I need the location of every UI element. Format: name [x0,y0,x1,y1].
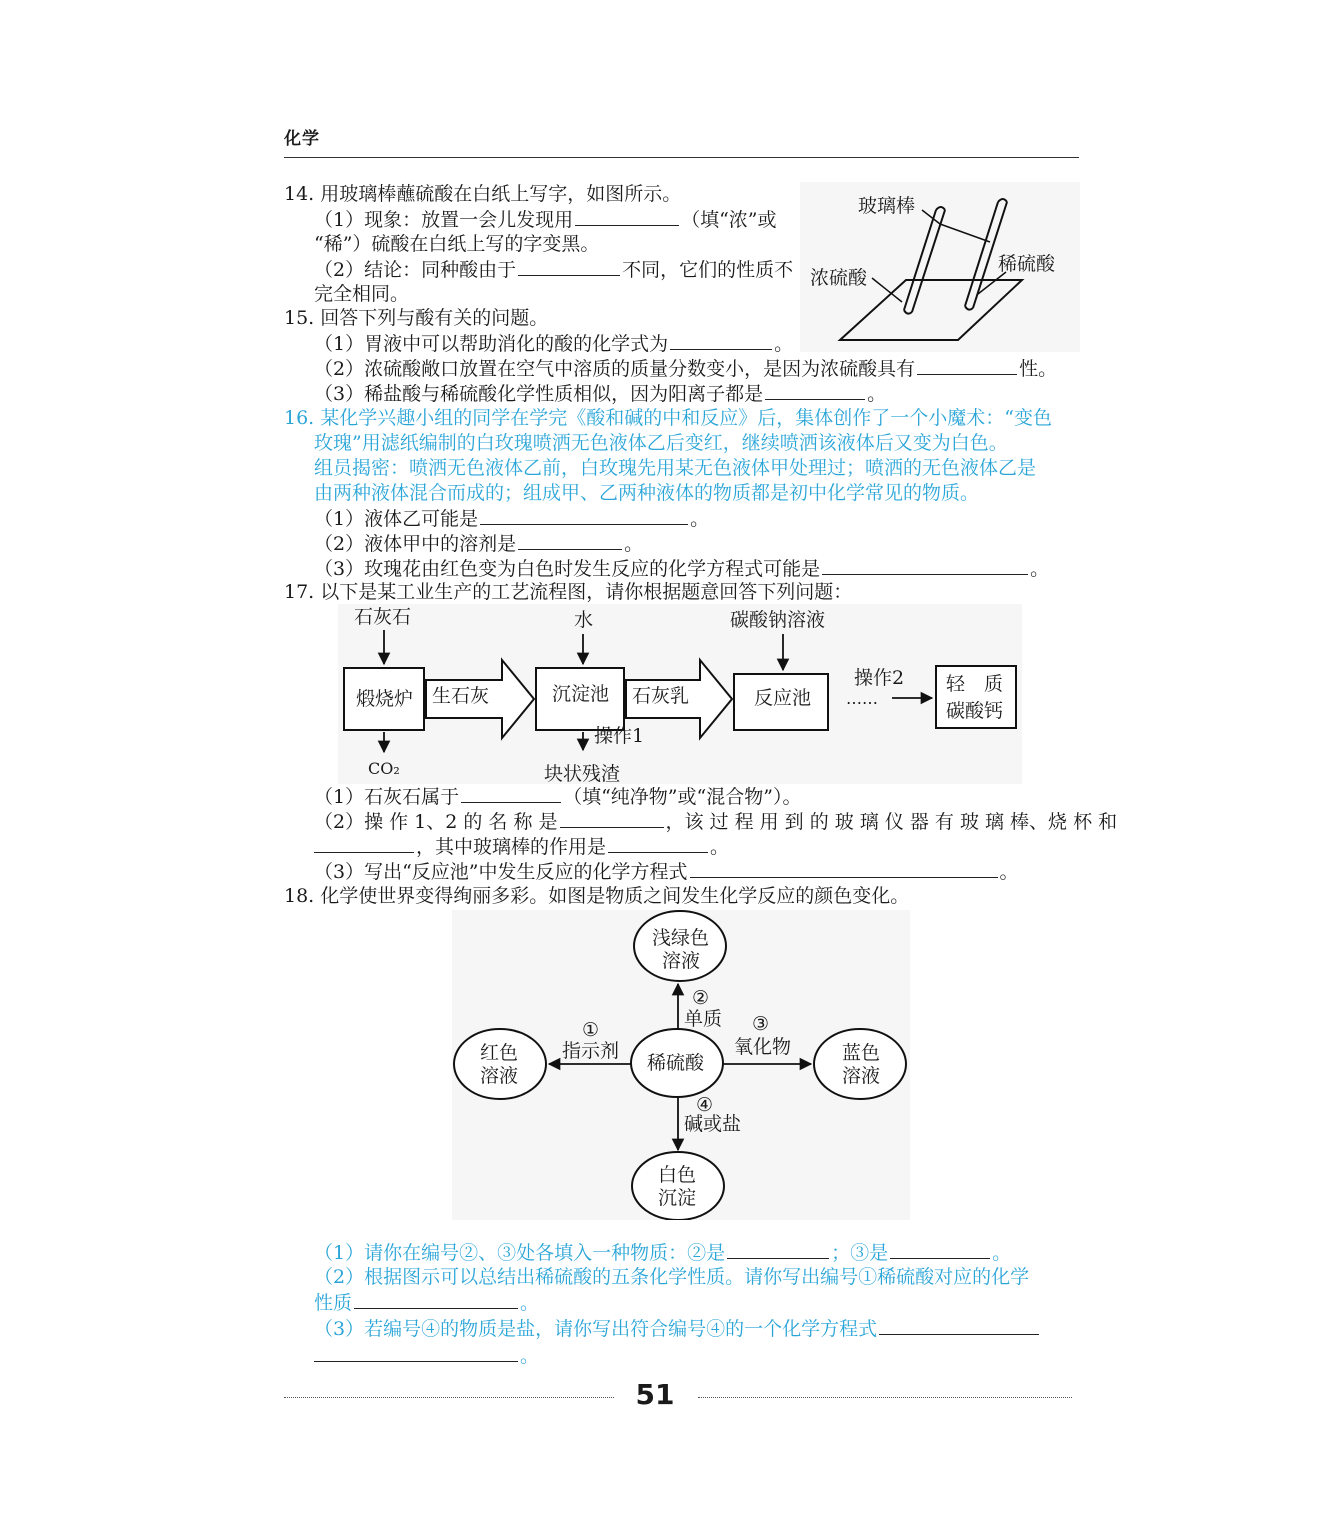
subject-title: 化学 [284,129,320,149]
answer-blank[interactable] [890,1240,990,1259]
header-rule [284,157,1079,158]
label-dilute-acid: 稀硫酸 [998,253,1056,275]
label-concentrated-acid: 浓硫酸 [810,267,868,289]
box4-line1: 轻 质 [946,673,1004,695]
q16-part1: （1）液体乙可能是 。 [314,508,710,530]
q16-line2: 玫瑰”用滤纸编制的白玫瑰喷洒无色液体乙后变红，继续喷洒该液体后又变为白色。 [314,432,1008,454]
q16-part3: （3）玫瑰花由红色变为白色时发生反应的化学方程式可能是 。 [314,558,1050,580]
operation1-label: 操作1 [594,725,645,747]
q17-part2-cont: ，其中玻璃棒的作用是 。 [314,834,729,860]
flow-dots: …… [846,689,878,708]
svg-text:①: ① [582,1019,600,1041]
box-reaction-label: 反应池 [754,687,812,709]
q15-stem: 15. 回答下列与酸有关的问题。 [284,307,549,329]
label-indicator: 指示剂 [562,1040,620,1062]
svg-text:浅绿色: 浅绿色 [652,927,710,949]
glass-rod-figure [800,182,1080,352]
q17-flowchart [338,604,1022,784]
svg-text:红色: 红色 [480,1042,519,1064]
arrow-limemilk-label: 石灰乳 [632,685,690,707]
answer-blank[interactable] [314,834,414,853]
answer-blank[interactable] [765,381,865,400]
svg-text:溶液: 溶液 [842,1065,881,1087]
svg-text:溶液: 溶液 [662,950,701,972]
center-label: 稀硫酸 [647,1052,705,1074]
box4-line2: 碳酸钙 [946,700,1004,722]
process-flow-diagram [338,604,1022,784]
q17-part1: （1）石灰石属于 （填“纯净物”或“混合物”）。 [314,786,802,808]
q14-part2: （2）结论：同种酸由于 不同，它们的性质不 [314,259,794,281]
svg-text:②: ② [692,987,710,1009]
answer-blank[interactable] [480,506,688,525]
operation2-label: 操作2 [854,667,905,689]
q14-part2-cont: 完全相同。 [314,283,410,305]
q17-part3: （3）写出“反应池”中发生反应的化学方程式 。 [314,861,1019,883]
q17-stem: 17. 以下是某工业生产的工艺流程图，请你根据题意回答下列问题： [284,581,853,603]
input-limestone: 石灰石 [354,606,412,628]
svg-text:溶液: 溶液 [480,1065,519,1087]
answer-blank[interactable] [690,859,998,878]
q18-part2: （2）根据图示可以总结出稀硫酸的五条化学性质。请你写出编号①稀硫酸对应的化学 [314,1266,1030,1288]
paper-sheet [840,280,1022,340]
q16-line1: 16. 某化学兴趣小组的同学在学完《酸和碱的中和反应》后，集体创作了一个小魔术：“变色 [284,407,1052,429]
page-number: 51 [635,1378,675,1411]
output-co2: CO₂ [368,759,400,778]
answer-blank[interactable] [461,784,561,803]
q15-part2: （2）浓硫酸敞口放置在空气中溶质的质量分数变小，是因为浓硫酸具有 性。 [314,358,1058,380]
output-residue: 块状残渣 [544,763,621,784]
q14-figure [800,182,1080,352]
answer-blank[interactable] [670,331,772,350]
label-oxide: 氧化物 [734,1036,792,1058]
svg-text:蓝色: 蓝色 [842,1042,881,1064]
q18-part1: （1）请你在编号②、③处各填入一种物质：②是 ；③是 。 [314,1242,1012,1264]
q16-part2: （2）液体甲中的溶剂是 。 [314,533,644,555]
svg-text:沉淀: 沉淀 [658,1187,697,1209]
q18-stem: 18. 化学使世界变得绚丽多彩。如图是物质之间发生化学反应的颜色变化。 [284,885,910,907]
answer-blank[interactable] [518,531,622,550]
answer-blank[interactable] [727,1240,829,1259]
answer-blank[interactable] [354,1290,518,1309]
answer-blank[interactable] [518,257,620,276]
q18-part2-cont: 性质 。 [314,1292,540,1314]
arrow-quicklime-label: 生石灰 [432,685,490,707]
footer-dotted-line-left [284,1397,614,1398]
q14-part1-cont: “稀”）硫酸在白纸上写的字变黑。 [314,233,600,255]
box-sedimentation-label: 沉淀池 [552,683,610,705]
q14-stem: 14. 用玻璃棒蘸硫酸在白纸上写字，如图所示。 [284,183,682,205]
label-glass-rod: 玻璃棒 [858,195,916,217]
node-red-solution [454,1029,546,1099]
q18-diagram [452,910,910,1220]
box-calciner-label: 煅烧炉 [356,688,414,710]
svg-text:③: ③ [752,1013,770,1035]
q18-part3-cont: 。 [314,1343,539,1369]
q14-part1: （1）现象：放置一会儿发现用 （填“浓”或 [314,209,777,231]
q18-part3: （3）若编号④的物质是盐，请你写出符合编号④的一个化学方程式 [314,1316,1041,1342]
q17-part2: （2）操 作 1、2 的 名 称 是 ，该 过 程 用 到 的 玻 璃 仪 器 有 玻 璃 棒、烧 杯 和 [314,811,1118,833]
svg-text:白色: 白色 [658,1164,697,1186]
answer-blank[interactable] [314,1343,518,1362]
answer-blank[interactable] [560,809,664,828]
footer-dotted-line-right [698,1397,1072,1398]
q15-part1: （1）胃液中可以帮助消化的酸的化学式为 。 [314,333,794,355]
reaction-color-diagram [452,910,910,1220]
q16-line4: 由两种液体混合而成的；组成甲、乙两种液体的物质都是初中化学常见的物质。 [314,482,980,504]
answer-blank[interactable] [608,834,708,853]
answer-blank[interactable] [879,1316,1039,1335]
input-sodium-carbonate: 碳酸钠溶液 [730,609,826,631]
q16-line3: 组员揭密：喷洒无色液体乙前，白玫瑰先用某无色液体甲处理过；喷洒的无色液体乙是 [314,457,1037,479]
label-base-or-salt: 碱或盐 [684,1113,742,1135]
answer-blank[interactable] [575,207,679,226]
label-element: 单质 [684,1008,723,1030]
input-water: 水 [574,609,594,631]
answer-blank[interactable] [822,556,1028,575]
node-white-precipitate [632,1152,724,1220]
svg-text:④: ④ [696,1094,714,1116]
answer-blank[interactable] [917,356,1017,375]
node-blue-solution [814,1029,906,1099]
q15-part3: （3）稀盐酸与稀硫酸化学性质相似，因为阳离子都是 。 [314,383,887,405]
